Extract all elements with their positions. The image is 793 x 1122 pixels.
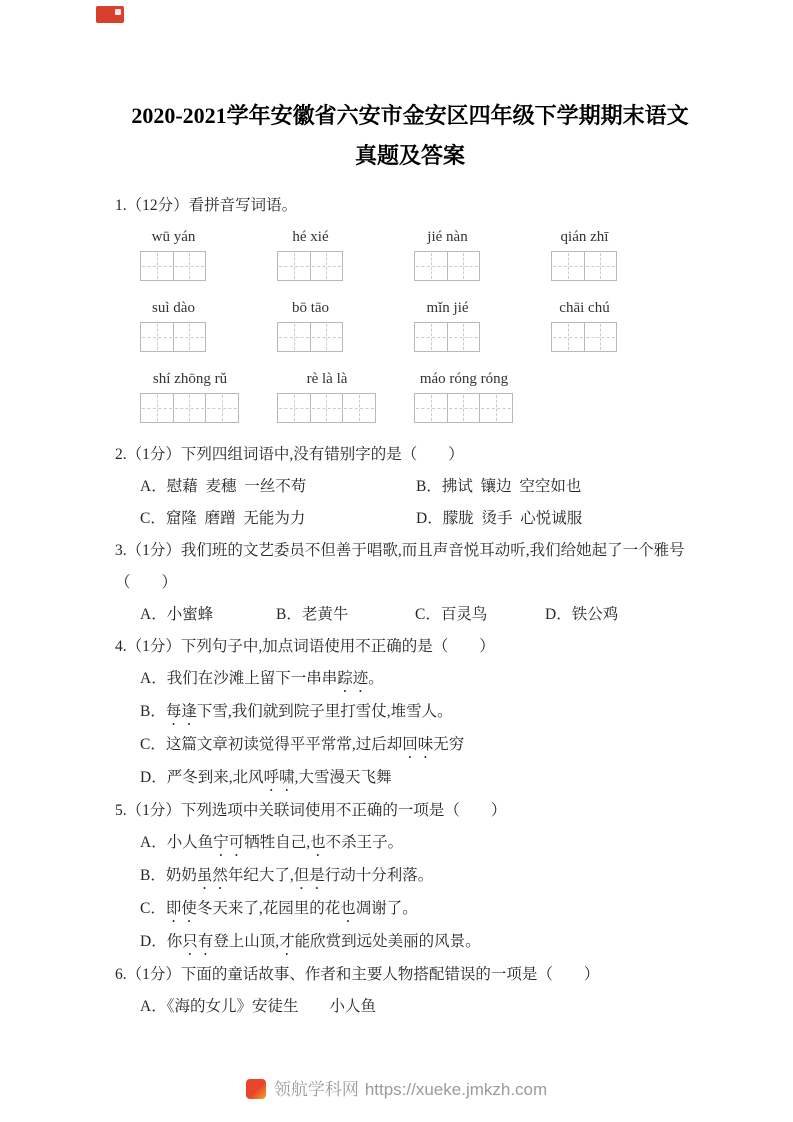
writing-grid (414, 322, 551, 352)
emphasized-word: 也 (310, 834, 326, 851)
question-2 (115, 439, 705, 535)
pinyin-row-1 (140, 226, 705, 281)
pinyin-item (414, 297, 551, 352)
option-text: 行动十分利落。 (324, 867, 434, 884)
writing-grid (551, 322, 618, 352)
writing-grid (551, 251, 618, 281)
grid-cell (277, 322, 311, 352)
pinyin-label: shí zhōng rǔ (152, 371, 228, 387)
pinyin-item (414, 368, 514, 423)
option-text: 凋谢了。 (355, 900, 418, 917)
option-c (140, 729, 705, 762)
pinyin-label: máo róng róng (419, 371, 509, 387)
grid-cell (447, 322, 481, 352)
option-text: A．我们在沙滩上留下一串串 (140, 670, 338, 687)
grid-cell (551, 322, 585, 352)
option-c (140, 893, 705, 926)
question-1 (115, 190, 705, 423)
option-text: C．这篇文章初读觉得平平常常,过后却 (140, 736, 403, 753)
question-3-stem: 3.（1分）我们班的文艺委员不但善于唱歌,而且声音悦耳动听,我们给她起了一个雅号 (115, 542, 685, 559)
pinyin-item (414, 226, 551, 281)
option-text: B． (140, 703, 166, 720)
option-text: 无穷 (433, 736, 465, 753)
option-b (140, 696, 705, 729)
question-6-stem: 6.（1分）下面的童话故事、作者和主要人物搭配错误的一项是（ ） (115, 966, 600, 983)
grid-cell (342, 393, 376, 423)
writing-grid (277, 251, 414, 281)
writing-grid (277, 322, 414, 352)
option-d: D．朦胧 烫手 心悦诚服 (416, 510, 583, 527)
pinyin-item (140, 368, 277, 423)
option-b: B．拂试 镶边 空空如也 (416, 478, 582, 495)
question-6 (115, 959, 705, 1023)
option-a (140, 991, 705, 1023)
site-logo-icon (96, 6, 124, 23)
option-text: 能欣赏到远处美丽的风景。 (294, 933, 481, 950)
grid-cell (277, 251, 311, 281)
emphasized-word: 也 (340, 900, 356, 917)
emphasized-word: 只有 (182, 933, 214, 950)
emphasized-word: 即使 (165, 900, 197, 917)
option-a (140, 663, 705, 696)
pinyin-item (277, 368, 414, 423)
grid-cell (310, 393, 344, 423)
pinyin-label: hé xié (292, 229, 329, 245)
option-d (140, 926, 705, 959)
option-d: D．铁公鸡 (545, 606, 619, 623)
question-3-options (140, 599, 705, 631)
footer-logo-icon (246, 1079, 266, 1099)
option-text: 。 (368, 670, 384, 687)
footer-url[interactable]: https://xueke.jmkzh.com (364, 1080, 548, 1099)
grid-cell (584, 322, 618, 352)
option-text: 牺牲自己, (244, 834, 311, 851)
option-c: C．窟隆 磨蹭 无能为力 (140, 510, 306, 527)
title-line-2: 真题及答案 (354, 143, 465, 168)
option-text: B．奶奶 (140, 867, 197, 884)
option-text: 年纪大了, (227, 867, 294, 884)
grid-cell (310, 251, 344, 281)
option-a: A．小蜜蜂 (140, 606, 214, 623)
question-5 (115, 795, 705, 959)
grid-cell (447, 393, 481, 423)
pinyin-label: bō tāo (291, 300, 330, 316)
pinyin-row-2 (140, 297, 705, 352)
emphasized-word: 呼啸 (263, 769, 295, 786)
grid-cell (447, 251, 481, 281)
pinyin-label: suì dào (152, 300, 195, 316)
emphasized-word: 每逢 (165, 703, 197, 720)
question-4-stem: 4.（1分）下列句子中,加点词语使用不正确的是（ ） (115, 638, 495, 655)
option-text: A．《海的女儿》安徒生 小人鱼 (140, 998, 376, 1015)
grid-cell (310, 322, 344, 352)
emphasized-word: 踪迹 (337, 670, 369, 687)
grid-cell (551, 251, 585, 281)
grid-cell (277, 393, 311, 423)
option-a: A．慰藉 麦穗 一丝不苟 (140, 478, 307, 495)
option-text: 不杀王子。 (325, 834, 404, 851)
footer-site-name: 领航学科网 (273, 1080, 359, 1099)
option-d (140, 762, 705, 795)
grid-cell (205, 393, 239, 423)
title-line-1: 2020-2021学年安徽省六安市金安区四年级下学期期末语文 (131, 103, 689, 128)
grid-cell (414, 393, 448, 423)
question-1-stem: 1.（12分）看拼音写词语。 (115, 197, 298, 214)
option-b (140, 860, 705, 893)
pinyin-item (551, 297, 618, 352)
pinyin-label: qián zhī (560, 229, 609, 245)
grid-cell (173, 251, 207, 281)
option-text: 冬天来了,花园里的花 (196, 900, 341, 917)
pinyin-item (551, 226, 618, 281)
grid-cell (173, 393, 207, 423)
emphasized-word: 才 (279, 933, 295, 950)
question-5-stem: 5.（1分）下列选项中关联词使用不正确的一项是（ ） (115, 802, 507, 819)
option-text: 下雪,我们就到院子里打雪仗,堆雪人。 (196, 703, 453, 720)
writing-grid (414, 251, 551, 281)
emphasized-word: 回味 (402, 736, 434, 753)
question-2-options-row-1 (140, 471, 705, 503)
grid-cell (173, 322, 207, 352)
grid-cell (140, 393, 174, 423)
option-text: A．小人鱼 (140, 834, 214, 851)
emphasized-word: 但是 (293, 867, 325, 884)
option-b: B．老黄牛 (276, 606, 349, 623)
option-c: C．百灵鸟 (415, 606, 488, 623)
question-2-stem: 2.（1分）下列四组词语中,没有错别字的是（ ） (115, 446, 464, 463)
grid-cell (414, 322, 448, 352)
question-2-options-row-2 (140, 503, 705, 535)
option-a (140, 827, 705, 860)
grid-cell (584, 251, 618, 281)
page-footer (0, 1075, 793, 1100)
pinyin-label: wū yán (151, 229, 196, 245)
writing-grid (277, 393, 414, 423)
grid-cell (140, 322, 174, 352)
option-text: ,大雪漫天飞舞 (294, 769, 392, 786)
writing-grid (140, 322, 277, 352)
pinyin-label: jié nàn (427, 229, 468, 245)
option-text: C． (140, 900, 166, 917)
option-text: 登上山顶, (213, 933, 280, 950)
pinyin-item (140, 226, 277, 281)
emphasized-word: 宁可 (213, 834, 245, 851)
pinyin-row-3 (140, 368, 705, 423)
question-3-stem-blank: （ ） (115, 574, 178, 591)
grid-cell (140, 251, 174, 281)
option-text: D．严冬到来,北风 (140, 769, 264, 786)
pinyin-label: mǐn jié (426, 300, 469, 316)
option-text: D．你 (140, 933, 183, 950)
pinyin-label: rè là là (306, 371, 348, 387)
grid-cell (479, 393, 513, 423)
writing-grid (140, 393, 277, 423)
page-title (115, 96, 705, 176)
question-4 (115, 631, 705, 795)
writing-grid (414, 393, 514, 423)
pinyin-item (277, 297, 414, 352)
pinyin-item (140, 297, 277, 352)
pinyin-item (277, 226, 414, 281)
question-3 (115, 535, 705, 631)
writing-grid (140, 251, 277, 281)
pinyin-label: chāi chú (559, 300, 610, 316)
grid-cell (414, 251, 448, 281)
emphasized-word: 虽然 (196, 867, 228, 884)
